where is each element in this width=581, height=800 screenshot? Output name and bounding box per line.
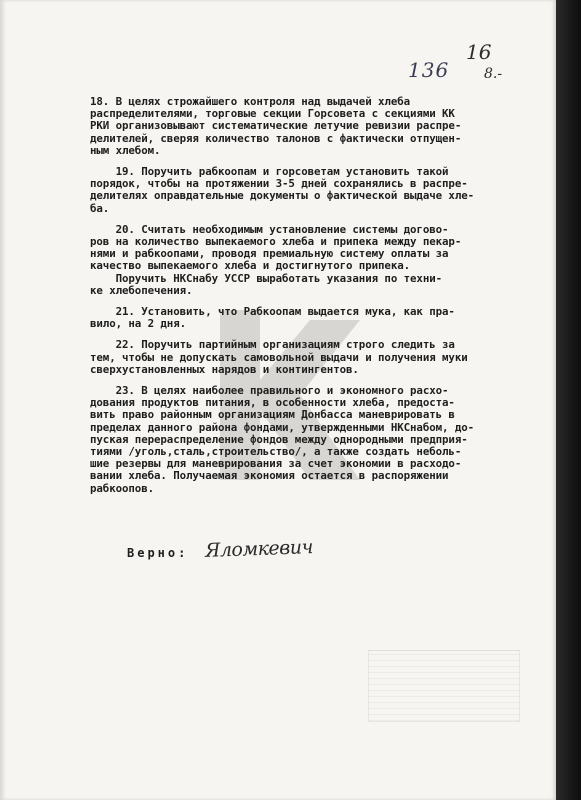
paragraph-line: вить право районным организациям Донбасса маневрировать в <box>90 408 455 422</box>
paragraph-line: шие резервы для маневрирования за счет экономии в расходо- <box>90 457 462 471</box>
paragraph-line: Поручить НКСнабу УССР выработать указания по техни- <box>90 271 443 285</box>
paragraph-line: пределах данного района фондами, утвержденными НКСнабом, до- <box>90 420 475 434</box>
faint-stamp-area <box>368 650 520 722</box>
paragraph-line: ба. <box>90 201 110 215</box>
paragraph-line: качество выпекаемого хлеба и достигнутого припека. <box>90 259 411 273</box>
handwritten-signature: Яломкевич <box>204 536 314 562</box>
paragraph-p21 <box>90 306 530 330</box>
archive-mark: 16 <box>466 40 492 64</box>
archive-mark-secondary: 8.- <box>484 66 503 82</box>
paragraph-line: 18. В целях строжайшего контроля над выдачей хлеба <box>90 95 411 108</box>
page-left-shadow <box>0 0 6 800</box>
archive-page-number: 136 <box>408 58 450 82</box>
paragraph-line: вило, на 2 дня. <box>90 317 187 331</box>
paragraph-line: ным хлебом. <box>90 143 161 157</box>
paragraph-p19 <box>90 166 530 215</box>
document-body <box>90 96 530 504</box>
paragraph-line: пуская перераспределение фондов между однородными предприя- <box>90 432 468 446</box>
paragraph-line: нями и рабкоопами, проводя премиальную систему оплаты за <box>90 247 449 261</box>
paragraph-line: ров на количество выпекаемого хлеба и припека между пекар- <box>90 235 462 249</box>
paragraph-line: 20. Считать необходимым установление системы догово- <box>90 222 449 236</box>
paragraph-p20 <box>90 224 530 297</box>
paragraph-p22 <box>90 339 530 376</box>
paragraph-line: вании хлеба. Получаемая экономия остается в распоряжении <box>90 469 449 483</box>
paragraph-line: сверхустановленных нарядов и контингентов. <box>90 362 359 376</box>
paragraph-line: порядок, чтобы на протяжении 3-5 дней сохранялись в распре- <box>90 177 468 191</box>
paragraph-p18 <box>90 96 530 157</box>
paragraph-line: ке хлебопечения. <box>90 283 193 297</box>
paragraph-line: распределителями, торговые секции Горсовета с секциями КК <box>90 107 455 121</box>
paragraph-line: 23. В целях наиболее правильного и экономного расхо- <box>90 384 449 398</box>
paragraph-line: 22. Поручить партийным организациям строго следить за <box>90 338 455 352</box>
paragraph-line: делителей, сверяя количество талонов с фактически отпущен- <box>90 131 462 145</box>
paragraph-line: РКИ организовывают систематические летучие ревизии распре- <box>90 119 462 133</box>
paragraph-line: тем, чтобы не допускать самовольной выдачи и получения муки <box>90 350 468 364</box>
paragraph-line: делителях оправдательные документы о фактической выдаче хле- <box>90 189 475 203</box>
paragraph-line: тиями /уголь,сталь,строительство/, а также создать неболь- <box>90 445 462 459</box>
paragraph-line: 19. Поручить рабкоопам и горсоветам установить такой <box>90 165 449 179</box>
paragraph-p23 <box>90 385 530 495</box>
paragraph-line: дования продуктов питания, в особенности хлеба, предоста- <box>90 396 455 410</box>
verno-label: Верно: <box>127 546 189 560</box>
paragraph-line: 21. Установить, что Рабкоопам выдается мука, как пра- <box>90 305 455 319</box>
scan-edge <box>556 0 581 800</box>
paragraph-line: рабкоопов. <box>90 481 155 495</box>
